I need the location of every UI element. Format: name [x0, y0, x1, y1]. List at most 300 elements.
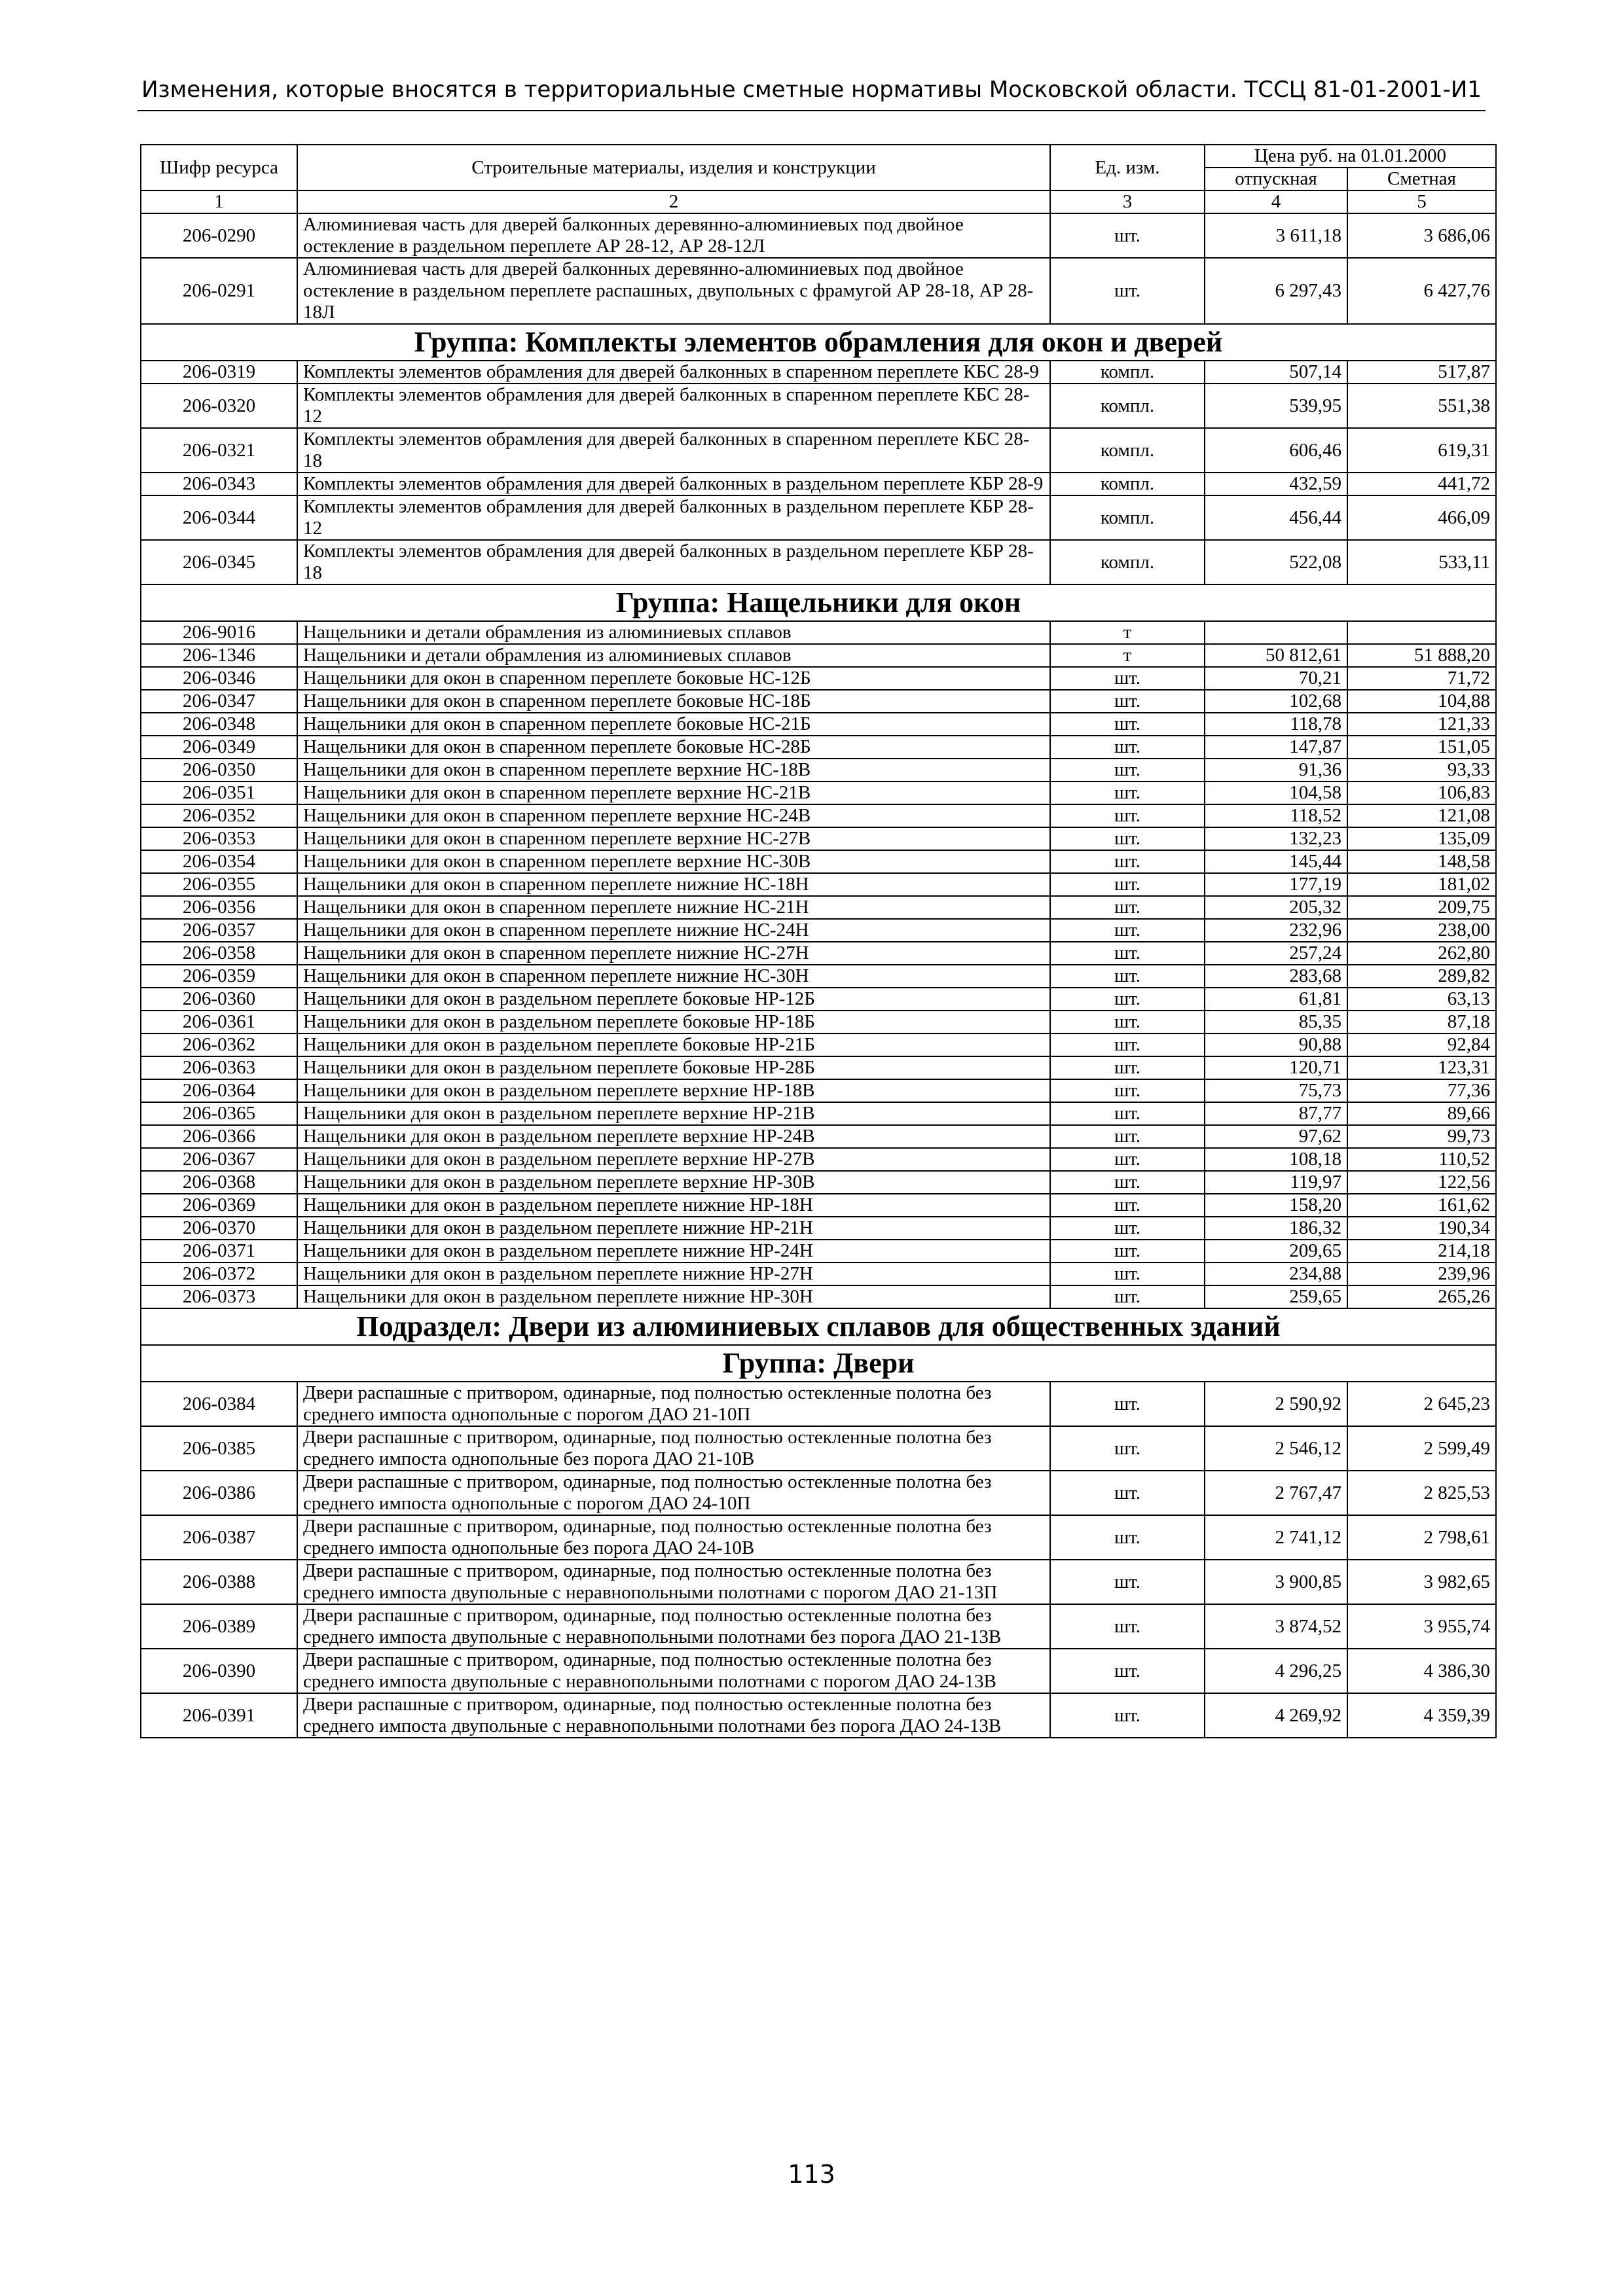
- release-price-cell: 2 590,92: [1205, 1382, 1347, 1426]
- unit-cell: т: [1050, 621, 1205, 644]
- unit-cell: шт.: [1050, 1382, 1205, 1426]
- unit-cell: компл.: [1050, 540, 1205, 584]
- table-row: [141, 1033, 1496, 1056]
- unit-cell: шт.: [1050, 1011, 1205, 1033]
- release-price-cell: 177,19: [1205, 873, 1347, 896]
- table-row: [141, 781, 1496, 804]
- material-name-cell: Нащельники для окон в спаренном переплете верхние НС-24В: [297, 804, 1050, 827]
- release-price-cell: 456,44: [1205, 495, 1347, 540]
- resource-code-cell: 206-0385: [141, 1426, 297, 1471]
- table-row: [141, 621, 1496, 644]
- release-price-cell: 118,52: [1205, 804, 1347, 827]
- resource-code-cell: 206-0347: [141, 690, 297, 713]
- unit-cell: шт.: [1050, 736, 1205, 759]
- estimate-price-cell: 151,05: [1347, 736, 1496, 759]
- resource-code-cell: 206-0369: [141, 1194, 297, 1217]
- table-row: [141, 713, 1496, 736]
- material-name-cell: Двери распашные с притвором, одинарные, под полностью остекленные полотна без среднего импоста однопольные с порогом ДАО 21-10П: [297, 1382, 1050, 1426]
- release-price-cell: 522,08: [1205, 540, 1347, 584]
- estimate-price-cell: 2 825,53: [1347, 1471, 1496, 1515]
- resource-code-cell: 206-0384: [141, 1382, 297, 1426]
- resource-code-cell: 206-0390: [141, 1649, 297, 1693]
- estimate-price-cell: 262,80: [1347, 942, 1496, 965]
- material-name-cell: Нащельники для окон в спаренном переплете нижние НС-27Н: [297, 942, 1050, 965]
- resource-code-cell: 206-0373: [141, 1285, 297, 1308]
- release-price-cell: 606,46: [1205, 428, 1347, 473]
- material-name-cell: Алюминиевая часть для дверей балконных деревянно-алюминиевых под двойное остекление в раздельном переплете распашных, двупольных с фрамугой АР 28-18, АР 28-18Л: [297, 258, 1050, 324]
- table-row: [141, 540, 1496, 584]
- resource-code-cell: 206-0371: [141, 1240, 297, 1263]
- resource-code-cell: 206-0319: [141, 361, 297, 384]
- release-price-cell: 90,88: [1205, 1033, 1347, 1056]
- unit-cell: шт.: [1050, 804, 1205, 827]
- material-name-cell: Двери распашные с притвором, одинарные, под полностью остекленные полотна без среднего импоста двупольные с неравнопольными полотнами без порога ДАО 24-13В: [297, 1693, 1050, 1738]
- release-price-cell: 70,21: [1205, 667, 1347, 690]
- resource-code-cell: 206-0353: [141, 827, 297, 850]
- material-name-cell: Нащельники для окон в спаренном переплете нижние НС-30Н: [297, 965, 1050, 988]
- resource-code-cell: 206-0386: [141, 1471, 297, 1515]
- table-row: [141, 1649, 1496, 1693]
- unit-cell: компл.: [1050, 495, 1205, 540]
- estimate-price-cell: 89,66: [1347, 1102, 1496, 1125]
- unit-cell: компл.: [1050, 473, 1205, 495]
- material-name-cell: Нащельники для окон в спаренном переплете верхние НС-18В: [297, 759, 1050, 781]
- table-row: [141, 896, 1496, 919]
- table-row: [141, 850, 1496, 873]
- table-row: [141, 1285, 1496, 1308]
- resource-code-cell: 206-1346: [141, 644, 297, 667]
- resource-code-cell: 206-0370: [141, 1217, 297, 1240]
- release-price-cell: 119,97: [1205, 1171, 1347, 1194]
- material-name-cell: Комплекты элементов обрамления для дверей балконных в раздельном переплете КБР 28-9: [297, 473, 1050, 495]
- column-header-unit: Ед. изм.: [1050, 145, 1205, 190]
- table-row: [141, 1011, 1496, 1033]
- resource-code-cell: 206-0366: [141, 1125, 297, 1148]
- material-name-cell: Нащельники для окон в раздельном переплете верхние НР-21В: [297, 1102, 1050, 1125]
- release-price-cell: 234,88: [1205, 1263, 1347, 1285]
- unit-cell: шт.: [1050, 1515, 1205, 1560]
- release-price-cell: 87,77: [1205, 1102, 1347, 1125]
- table-row: [141, 258, 1496, 324]
- resource-code-cell: 206-0321: [141, 428, 297, 473]
- table-row: [141, 1240, 1496, 1263]
- unit-cell: шт.: [1050, 988, 1205, 1011]
- estimate-price-cell: 51 888,20: [1347, 644, 1496, 667]
- table-row: [141, 1426, 1496, 1471]
- material-name-cell: Нащельники для окон в раздельном переплете нижние НР-30Н: [297, 1285, 1050, 1308]
- column-header-code: Шифр ресурса: [141, 145, 297, 190]
- material-name-cell: Нащельники для окон в спаренном переплете нижние НС-18Н: [297, 873, 1050, 896]
- estimate-price-cell: 3 982,65: [1347, 1560, 1496, 1604]
- table-row: [141, 428, 1496, 473]
- resource-code-cell: 206-0364: [141, 1079, 297, 1102]
- page-number: 113: [788, 2160, 835, 2189]
- estimate-price-cell: 161,62: [1347, 1194, 1496, 1217]
- column-header-name: Строительные материалы, изделия и конструкции: [297, 145, 1050, 190]
- resource-code-cell: 206-0356: [141, 896, 297, 919]
- estimate-price-cell: 209,75: [1347, 896, 1496, 919]
- table-row: [141, 1560, 1496, 1604]
- unit-cell: т: [1050, 644, 1205, 667]
- estimate-price-cell: 214,18: [1347, 1240, 1496, 1263]
- release-price-cell: 205,32: [1205, 896, 1347, 919]
- unit-cell: шт.: [1050, 1285, 1205, 1308]
- release-price-cell: 6 297,43: [1205, 258, 1347, 324]
- estimate-price-cell: 77,36: [1347, 1079, 1496, 1102]
- price-table: [140, 144, 1497, 1738]
- material-name-cell: Двери распашные с притвором, одинарные, под полностью остекленные полотна без среднего импоста однопольные без порога ДАО 24-10В: [297, 1515, 1050, 1560]
- column-number: 5: [1347, 190, 1496, 213]
- estimate-price-cell: 181,02: [1347, 873, 1496, 896]
- unit-cell: шт.: [1050, 1471, 1205, 1515]
- table-row: [141, 965, 1496, 988]
- resource-code-cell: 206-0359: [141, 965, 297, 988]
- release-price-cell: 118,78: [1205, 713, 1347, 736]
- unit-cell: шт.: [1050, 1263, 1205, 1285]
- table-row: [141, 1471, 1496, 1515]
- resource-code-cell: 206-0348: [141, 713, 297, 736]
- table-row: [141, 919, 1496, 942]
- estimate-price-cell: 71,72: [1347, 667, 1496, 690]
- estimate-price-cell: 135,09: [1347, 827, 1496, 850]
- estimate-price-cell: 63,13: [1347, 988, 1496, 1011]
- material-name-cell: Нащельники и детали обрамления из алюминиевых сплавов: [297, 644, 1050, 667]
- table-row: [141, 1194, 1496, 1217]
- resource-code-cell: 206-0354: [141, 850, 297, 873]
- unit-cell: шт.: [1050, 1033, 1205, 1056]
- resource-code-cell: 206-0365: [141, 1102, 297, 1125]
- material-name-cell: Нащельники и детали обрамления из алюминиевых сплавов: [297, 621, 1050, 644]
- material-name-cell: Нащельники для окон в раздельном переплете боковые НР-21Б: [297, 1033, 1050, 1056]
- release-price-cell: 539,95: [1205, 384, 1347, 428]
- column-number: 4: [1205, 190, 1347, 213]
- resource-code-cell: 206-0367: [141, 1148, 297, 1171]
- group-heading-row: [141, 1308, 1496, 1345]
- release-price-cell: 97,62: [1205, 1125, 1347, 1148]
- material-name-cell: Нащельники для окон в раздельном переплете верхние НР-27В: [297, 1148, 1050, 1171]
- unit-cell: шт.: [1050, 965, 1205, 988]
- resource-code-cell: 206-0363: [141, 1056, 297, 1079]
- unit-cell: шт.: [1050, 1148, 1205, 1171]
- unit-cell: шт.: [1050, 1693, 1205, 1738]
- material-name-cell: Нащельники для окон в раздельном переплете нижние НР-27Н: [297, 1263, 1050, 1285]
- material-name-cell: Нащельники для окон в спаренном переплете нижние НС-21Н: [297, 896, 1050, 919]
- release-price-cell: 147,87: [1205, 736, 1347, 759]
- column-header-price: Цена руб. на 01.01.2000: [1205, 145, 1496, 168]
- material-name-cell: Двери распашные с притвором, одинарные, под полностью остекленные полотна без среднего импоста однопольные без порога ДАО 21-10В: [297, 1426, 1050, 1471]
- table-row: [141, 1125, 1496, 1148]
- unit-cell: шт.: [1050, 1426, 1205, 1471]
- unit-cell: шт.: [1050, 667, 1205, 690]
- resource-code-cell: 206-0391: [141, 1693, 297, 1738]
- table-row: [141, 1382, 1496, 1426]
- table-row: [141, 942, 1496, 965]
- unit-cell: шт.: [1050, 781, 1205, 804]
- table-row: [141, 827, 1496, 850]
- material-name-cell: Нащельники для окон в спаренном переплете верхние НС-21В: [297, 781, 1050, 804]
- resource-code-cell: 206-0349: [141, 736, 297, 759]
- estimate-price-cell: 551,38: [1347, 384, 1496, 428]
- estimate-price-cell: 619,31: [1347, 428, 1496, 473]
- column-header-estimate-price: Сметная: [1347, 168, 1496, 190]
- resource-code-cell: 206-0290: [141, 213, 297, 258]
- release-price-cell: 120,71: [1205, 1056, 1347, 1079]
- release-price-cell: [1205, 621, 1347, 644]
- table-row: [141, 1148, 1496, 1171]
- unit-cell: шт.: [1050, 1171, 1205, 1194]
- material-name-cell: Нащельники для окон в раздельном переплете нижние НР-24Н: [297, 1240, 1050, 1263]
- unit-cell: шт.: [1050, 1056, 1205, 1079]
- estimate-price-cell: 4 359,39: [1347, 1693, 1496, 1738]
- unit-cell: шт.: [1050, 258, 1205, 324]
- resource-code-cell: 206-0346: [141, 667, 297, 690]
- table-row: [141, 213, 1496, 258]
- resource-code-cell: 206-0387: [141, 1515, 297, 1560]
- material-name-cell: Нащельники для окон в спаренном переплете верхние НС-27В: [297, 827, 1050, 850]
- material-name-cell: Нащельники для окон в спаренном переплете нижние НС-24Н: [297, 919, 1050, 942]
- material-name-cell: Комплекты элементов обрамления для дверей балконных в спаренном переплете КБС 28-9: [297, 361, 1050, 384]
- material-name-cell: Нащельники для окон в раздельном переплете верхние НР-18В: [297, 1079, 1050, 1102]
- release-price-cell: 102,68: [1205, 690, 1347, 713]
- resource-code-cell: 206-0389: [141, 1604, 297, 1649]
- resource-code-cell: 206-0361: [141, 1011, 297, 1033]
- material-name-cell: Нащельники для окон в раздельном переплете боковые НР-28Б: [297, 1056, 1050, 1079]
- release-price-cell: 2 546,12: [1205, 1426, 1347, 1471]
- table-row: [141, 1515, 1496, 1560]
- release-price-cell: 4 296,25: [1205, 1649, 1347, 1693]
- material-name-cell: Нащельники для окон в раздельном переплете боковые НР-18Б: [297, 1011, 1050, 1033]
- table-row: [141, 495, 1496, 540]
- resource-code-cell: 206-0352: [141, 804, 297, 827]
- resource-code-cell: 206-0360: [141, 988, 297, 1011]
- estimate-price-cell: 517,87: [1347, 361, 1496, 384]
- estimate-price-cell: 87,18: [1347, 1011, 1496, 1033]
- material-name-cell: Двери распашные с притвором, одинарные, под полностью остекленные полотна без среднего импоста однопольные с порогом ДАО 24-10П: [297, 1471, 1050, 1515]
- unit-cell: шт.: [1050, 1125, 1205, 1148]
- release-price-cell: 232,96: [1205, 919, 1347, 942]
- column-header-release-price: отпускная: [1205, 168, 1347, 190]
- unit-cell: шт.: [1050, 1649, 1205, 1693]
- group-heading-row: [141, 1345, 1496, 1382]
- table-row: [141, 1079, 1496, 1102]
- table-row: [141, 1102, 1496, 1125]
- resource-code-cell: 206-0368: [141, 1171, 297, 1194]
- table-row: [141, 1171, 1496, 1194]
- table-row: [141, 873, 1496, 896]
- group-heading-row: [141, 324, 1496, 361]
- unit-cell: шт.: [1050, 1560, 1205, 1604]
- release-price-cell: 186,32: [1205, 1217, 1347, 1240]
- unit-cell: шт.: [1050, 896, 1205, 919]
- unit-cell: шт.: [1050, 1194, 1205, 1217]
- material-name-cell: Нащельники для окон в спаренном переплете боковые НС-12Б: [297, 667, 1050, 690]
- unit-cell: шт.: [1050, 873, 1205, 896]
- estimate-price-cell: 99,73: [1347, 1125, 1496, 1148]
- group-heading-row: [141, 584, 1496, 621]
- estimate-price-cell: 441,72: [1347, 473, 1496, 495]
- estimate-price-cell: [1347, 621, 1496, 644]
- estimate-price-cell: 104,88: [1347, 690, 1496, 713]
- release-price-cell: 3 874,52: [1205, 1604, 1347, 1649]
- release-price-cell: 132,23: [1205, 827, 1347, 850]
- material-name-cell: Комплекты элементов обрамления для дверей балконных в спаренном переплете КБС 28-12: [297, 384, 1050, 428]
- table-row: [141, 690, 1496, 713]
- table-row: [141, 1056, 1496, 1079]
- page-header-title: Изменения, которые вносятся в территориальные сметные нормативы Московской области. ТССЦ 81-01-2001-И1: [137, 76, 1486, 111]
- estimate-price-cell: 3 955,74: [1347, 1604, 1496, 1649]
- estimate-price-cell: 238,00: [1347, 919, 1496, 942]
- unit-cell: шт.: [1050, 850, 1205, 873]
- release-price-cell: 61,81: [1205, 988, 1347, 1011]
- table-row: [141, 667, 1496, 690]
- resource-code-cell: 206-0345: [141, 540, 297, 584]
- table-body: [141, 213, 1496, 1738]
- estimate-price-cell: 121,08: [1347, 804, 1496, 827]
- group-heading: Подраздел: Двери из алюминиевых сплавов для общественных зданий: [141, 1308, 1496, 1345]
- estimate-price-cell: 239,96: [1347, 1263, 1496, 1285]
- material-name-cell: Двери распашные с притвором, одинарные, под полностью остекленные полотна без среднего импоста двупольные с неравнопольными полотнами с порогом ДАО 21-13П: [297, 1560, 1050, 1604]
- table-row: [141, 1693, 1496, 1738]
- release-price-cell: 85,35: [1205, 1011, 1347, 1033]
- column-number: 3: [1050, 190, 1205, 213]
- table-row: [141, 473, 1496, 495]
- release-price-cell: 91,36: [1205, 759, 1347, 781]
- table-row: [141, 988, 1496, 1011]
- estimate-price-cell: 6 427,76: [1347, 258, 1496, 324]
- unit-cell: шт.: [1050, 942, 1205, 965]
- material-name-cell: Нащельники для окон в раздельном переплете боковые НР-12Б: [297, 988, 1050, 1011]
- release-price-cell: 158,20: [1205, 1194, 1347, 1217]
- estimate-price-cell: 533,11: [1347, 540, 1496, 584]
- group-heading: Группа: Нащельники для окон: [141, 584, 1496, 621]
- unit-cell: шт.: [1050, 713, 1205, 736]
- material-name-cell: Нащельники для окон в раздельном переплете верхние НР-30В: [297, 1171, 1050, 1194]
- unit-cell: компл.: [1050, 384, 1205, 428]
- material-name-cell: Комплекты элементов обрамления для дверей балконных в спаренном переплете КБС 28-18: [297, 428, 1050, 473]
- column-number: 1: [141, 190, 297, 213]
- material-name-cell: Двери распашные с притвором, одинарные, под полностью остекленные полотна без среднего импоста двупольные с неравнопольными полотнами без порога ДАО 21-13В: [297, 1604, 1050, 1649]
- table-header: [141, 145, 1496, 213]
- estimate-price-cell: 148,58: [1347, 850, 1496, 873]
- resource-code-cell: 206-0355: [141, 873, 297, 896]
- release-price-cell: 283,68: [1205, 965, 1347, 988]
- estimate-price-cell: 2 798,61: [1347, 1515, 1496, 1560]
- resource-code-cell: 206-0388: [141, 1560, 297, 1604]
- resource-code-cell: 206-0343: [141, 473, 297, 495]
- resource-code-cell: 206-0362: [141, 1033, 297, 1056]
- table-row: [141, 1217, 1496, 1240]
- unit-cell: шт.: [1050, 1604, 1205, 1649]
- unit-cell: шт.: [1050, 1079, 1205, 1102]
- release-price-cell: 4 269,92: [1205, 1693, 1347, 1738]
- estimate-price-cell: 106,83: [1347, 781, 1496, 804]
- table-row: [141, 644, 1496, 667]
- release-price-cell: 209,65: [1205, 1240, 1347, 1263]
- estimate-price-cell: 2 645,23: [1347, 1382, 1496, 1426]
- material-name-cell: Нащельники для окон в раздельном переплете нижние НР-21Н: [297, 1217, 1050, 1240]
- unit-cell: компл.: [1050, 361, 1205, 384]
- resource-code-cell: 206-0372: [141, 1263, 297, 1285]
- release-price-cell: 104,58: [1205, 781, 1347, 804]
- material-name-cell: Нащельники для окон в спаренном переплете боковые НС-21Б: [297, 713, 1050, 736]
- table-row: [141, 1604, 1496, 1649]
- resource-code-cell: 206-0358: [141, 942, 297, 965]
- estimate-price-cell: 4 386,30: [1347, 1649, 1496, 1693]
- material-name-cell: Нащельники для окон в раздельном переплете верхние НР-24В: [297, 1125, 1050, 1148]
- table-row: [141, 804, 1496, 827]
- resource-code-cell: 206-0357: [141, 919, 297, 942]
- resource-code-cell: 206-0320: [141, 384, 297, 428]
- unit-cell: шт.: [1050, 213, 1205, 258]
- unit-cell: шт.: [1050, 1102, 1205, 1125]
- resource-code-cell: 206-9016: [141, 621, 297, 644]
- unit-cell: шт.: [1050, 827, 1205, 850]
- release-price-cell: 145,44: [1205, 850, 1347, 873]
- resource-code-cell: 206-0291: [141, 258, 297, 324]
- material-name-cell: Алюминиевая часть для дверей балконных деревянно-алюминиевых под двойное остекление в раздельном переплете АР 28-12, АР 28-12Л: [297, 213, 1050, 258]
- estimate-price-cell: 123,31: [1347, 1056, 1496, 1079]
- release-price-cell: 3 900,85: [1205, 1560, 1347, 1604]
- release-price-cell: 108,18: [1205, 1148, 1347, 1171]
- unit-cell: шт.: [1050, 1240, 1205, 1263]
- estimate-price-cell: 93,33: [1347, 759, 1496, 781]
- release-price-cell: 507,14: [1205, 361, 1347, 384]
- table-row: [141, 384, 1496, 428]
- release-price-cell: 3 611,18: [1205, 213, 1347, 258]
- resource-code-cell: 206-0351: [141, 781, 297, 804]
- release-price-cell: 259,65: [1205, 1285, 1347, 1308]
- unit-cell: шт.: [1050, 919, 1205, 942]
- table-row: [141, 759, 1496, 781]
- group-heading: Группа: Двери: [141, 1345, 1496, 1382]
- estimate-price-cell: 289,82: [1347, 965, 1496, 988]
- unit-cell: компл.: [1050, 428, 1205, 473]
- material-name-cell: Двери распашные с притвором, одинарные, под полностью остекленные полотна без среднего импоста двупольные с неравнопольными полотнами с порогом ДАО 24-13В: [297, 1649, 1050, 1693]
- release-price-cell: 2 767,47: [1205, 1471, 1347, 1515]
- estimate-price-cell: 265,26: [1347, 1285, 1496, 1308]
- estimate-price-cell: 190,34: [1347, 1217, 1496, 1240]
- estimate-price-cell: 2 599,49: [1347, 1426, 1496, 1471]
- table-row: [141, 736, 1496, 759]
- unit-cell: шт.: [1050, 690, 1205, 713]
- resource-code-cell: 206-0350: [141, 759, 297, 781]
- group-heading: Группа: Комплекты элементов обрамления для окон и дверей: [141, 324, 1496, 361]
- estimate-price-cell: 92,84: [1347, 1033, 1496, 1056]
- estimate-price-cell: 121,33: [1347, 713, 1496, 736]
- unit-cell: шт.: [1050, 1217, 1205, 1240]
- release-price-cell: 75,73: [1205, 1079, 1347, 1102]
- resource-code-cell: 206-0344: [141, 495, 297, 540]
- material-name-cell: Нащельники для окон в спаренном переплете боковые НС-18Б: [297, 690, 1050, 713]
- release-price-cell: 432,59: [1205, 473, 1347, 495]
- release-price-cell: 50 812,61: [1205, 644, 1347, 667]
- material-name-cell: Нащельники для окон в спаренном переплете боковые НС-28Б: [297, 736, 1050, 759]
- material-name-cell: Нащельники для окон в спаренном переплете верхние НС-30В: [297, 850, 1050, 873]
- estimate-price-cell: 466,09: [1347, 495, 1496, 540]
- release-price-cell: 2 741,12: [1205, 1515, 1347, 1560]
- material-name-cell: Нащельники для окон в раздельном переплете нижние НР-18Н: [297, 1194, 1050, 1217]
- table-row: [141, 1263, 1496, 1285]
- estimate-price-cell: 3 686,06: [1347, 213, 1496, 258]
- release-price-cell: 257,24: [1205, 942, 1347, 965]
- table-row: [141, 361, 1496, 384]
- material-name-cell: Комплекты элементов обрамления для дверей балконных в раздельном переплете КБР 28-18: [297, 540, 1050, 584]
- unit-cell: шт.: [1050, 759, 1205, 781]
- material-name-cell: Комплекты элементов обрамления для дверей балконных в раздельном переплете КБР 28-12: [297, 495, 1050, 540]
- estimate-price-cell: 110,52: [1347, 1148, 1496, 1171]
- estimate-price-cell: 122,56: [1347, 1171, 1496, 1194]
- column-number: 2: [297, 190, 1050, 213]
